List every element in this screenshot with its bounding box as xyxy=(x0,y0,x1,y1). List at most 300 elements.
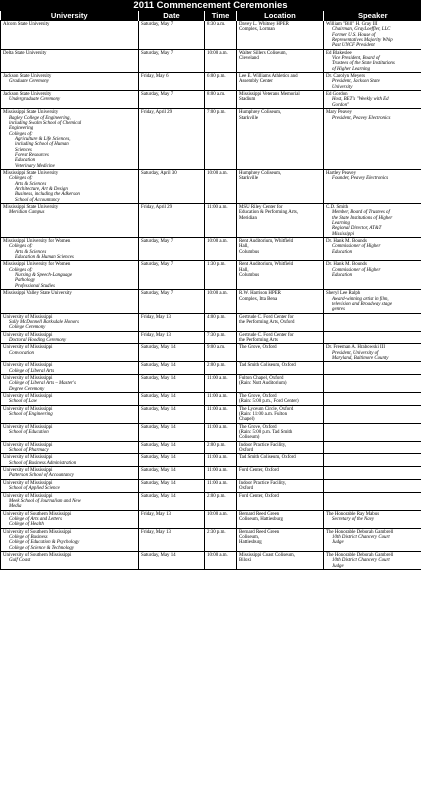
header-speaker: Speaker xyxy=(324,11,421,21)
university-name: Mississippi State University xyxy=(3,110,59,116)
location-line: Indoor Practice Facility, xyxy=(239,480,287,486)
university-cell xyxy=(1,441,139,454)
speaker-cell xyxy=(324,393,421,406)
university-subline: Gulf Coast xyxy=(9,558,31,564)
date-cell: Friday, May 13 xyxy=(139,528,205,551)
location-line: Coliseum) xyxy=(239,435,260,441)
time-cell: 7:00 p.m. xyxy=(205,109,237,170)
location-cell xyxy=(237,374,324,392)
university-subline: Bagley College of Engineering, xyxy=(9,115,71,121)
location-line: Hall, xyxy=(239,267,249,273)
speaker-role: Award-winning artist in film, xyxy=(332,296,389,302)
university-subline: Business, including the Adkerson xyxy=(15,192,80,198)
location-cell xyxy=(237,441,324,454)
speaker-role: Education xyxy=(332,273,353,279)
time-cell: 11:00 a.m. xyxy=(205,405,237,423)
speaker-role: Mississippi xyxy=(332,231,355,237)
university-subline: Sciences xyxy=(15,147,32,153)
university-subline: Media xyxy=(9,504,22,510)
date-cell: Saturday, May 7 xyxy=(139,238,205,261)
location-line: Indoor Practice Facility, xyxy=(239,442,287,448)
date-cell: Friday, May 6 xyxy=(139,73,205,91)
speaker-name: Sheryl Lee Ralph xyxy=(326,291,361,297)
speaker-name: Dr. Carolyn Meyers xyxy=(326,74,365,80)
location-line: Davey L. Whitney HPER xyxy=(239,22,289,27)
location-line: The Grove, Oxford xyxy=(239,424,277,430)
time-cell: 11:00 a.m. xyxy=(205,423,237,441)
university-cell xyxy=(1,290,139,313)
time-cell: 10:00 a.m. xyxy=(205,290,237,313)
table-row xyxy=(1,393,421,406)
table-row xyxy=(1,362,421,375)
speaker-name: Ed Blakeslee xyxy=(326,50,352,56)
location-line: Rent Auditorium, Whitfield xyxy=(239,262,294,268)
location-cell xyxy=(237,423,324,441)
location-line: Gertrude C. Ford Center for xyxy=(239,332,294,338)
speaker-name: Dr. Freeman A. Hrabowski III xyxy=(326,345,385,351)
university-name: University of Southern Mississippi xyxy=(3,529,72,535)
table-row xyxy=(1,467,421,480)
location-line: Education & Performing Arts, xyxy=(239,210,298,216)
date-cell: Saturday, May 7 xyxy=(139,290,205,313)
location-line: Ford Center, Oxford xyxy=(239,493,279,499)
date-cell: Saturday, May 14 xyxy=(139,551,205,569)
speaker-role: Chairman, GrayLoeffler, LLC xyxy=(332,27,391,33)
table-row xyxy=(1,261,421,290)
date-cell: Saturday, May 14 xyxy=(139,467,205,480)
location-line: (Rain: 5:00 p.m., Ford Center) xyxy=(239,399,299,405)
university-subline: Arts & Sciences xyxy=(15,249,47,255)
table-body xyxy=(1,21,421,570)
university-name: University of Southern Mississippi xyxy=(3,511,72,517)
location-line: Tad Smith Coliseum, Oxford xyxy=(239,363,296,369)
university-name: University of Mississippi xyxy=(3,480,53,486)
university-subline: Graduate Ceremony xyxy=(9,79,49,85)
date-cell: Saturday, May 14 xyxy=(139,362,205,375)
university-subline: Education xyxy=(15,158,36,164)
time-cell: 10:00 a.m. xyxy=(205,551,237,569)
university-cell xyxy=(1,423,139,441)
date-cell: Saturday, May 7 xyxy=(139,21,205,50)
location-line: Biloxi xyxy=(239,558,252,564)
location-cell xyxy=(237,21,324,50)
date-cell: Friday, May 13 xyxy=(139,313,205,331)
location-line: Meridian xyxy=(239,215,257,221)
time-cell: 1:30 p.m. xyxy=(205,261,237,290)
university-subline: Convocation xyxy=(9,350,34,356)
time-cell: 10:00 a.m. xyxy=(205,169,237,203)
location-line: Oxford xyxy=(239,448,254,454)
time-cell: 6:00 p.m. xyxy=(205,73,237,91)
speaker-cell xyxy=(324,454,421,467)
location-cell xyxy=(237,109,324,170)
university-subline: Sally McDonnell Barksdale Honors xyxy=(9,319,79,325)
university-name: University of Mississippi xyxy=(3,493,53,499)
location-line: Hattiesburg xyxy=(239,540,262,546)
date-cell: Friday, April 29 xyxy=(139,109,205,170)
location-line: Walter Sillers Coliseum, xyxy=(239,50,287,56)
university-subline: School of Applied Science xyxy=(9,486,60,492)
time-cell: 9:00 a.m. xyxy=(205,344,237,362)
university-subline: Degree Ceremony xyxy=(9,386,45,392)
table-row xyxy=(1,169,421,203)
university-cell xyxy=(1,109,139,170)
university-cell xyxy=(1,492,139,510)
time-cell: 11:00 a.m. xyxy=(205,204,237,238)
university-subline: Colleges of: xyxy=(9,176,33,182)
university-name: University of Mississippi xyxy=(3,363,53,369)
location-line: (Rain: 11:00 a.m. Fulton xyxy=(239,412,288,418)
speaker-cell xyxy=(324,204,421,238)
table-row xyxy=(1,528,421,551)
university-name: University of Mississippi xyxy=(3,332,53,338)
university-name: University of Mississippi xyxy=(3,442,53,448)
location-line: MSU Riley Center for xyxy=(239,205,283,210)
speaker-role: of Higher Learning xyxy=(332,66,371,72)
time-cell: 10:00 a.m. xyxy=(205,238,237,261)
location-cell xyxy=(237,467,324,480)
location-line: Ford Center, Oxford xyxy=(239,468,279,474)
university-subline: Meek School of Journalism and New xyxy=(9,498,81,504)
university-subline: College of Liberal Arts xyxy=(9,368,55,374)
speaker-cell xyxy=(324,91,421,109)
location-line: Fulton Chapel, Oxford xyxy=(239,375,284,381)
date-cell: Saturday, May 14 xyxy=(139,374,205,392)
university-subline: School of Education xyxy=(9,430,49,436)
location-line: Columbus xyxy=(239,273,260,279)
speaker-name: The Honorable Deborah Gambrell xyxy=(326,529,394,535)
table-row xyxy=(1,454,421,467)
speaker-role: television and Broadway stage xyxy=(332,301,392,307)
table-row xyxy=(1,290,421,313)
speaker-cell xyxy=(324,169,421,203)
location-line: (Rain: 5:00 p.m. Tad Smith xyxy=(239,430,293,436)
university-cell xyxy=(1,454,139,467)
university-subline: Pathology xyxy=(15,278,36,284)
location-cell xyxy=(237,492,324,510)
header-location: Location xyxy=(237,11,324,21)
date-cell: Saturday, May 14 xyxy=(139,479,205,492)
speaker-name: William "Bill" H. Gray III xyxy=(326,22,378,27)
speaker-cell xyxy=(324,479,421,492)
table-header-row xyxy=(1,11,421,21)
speaker-cell xyxy=(324,467,421,480)
speaker-cell xyxy=(324,423,421,441)
location-cell xyxy=(237,238,324,261)
university-subline: College of Business xyxy=(9,534,48,540)
university-cell xyxy=(1,169,139,203)
speaker-cell xyxy=(324,331,421,344)
location-line: Rent Auditorium, Whitfield xyxy=(239,239,294,245)
location-line: Bernard Reed Green xyxy=(239,511,280,517)
table-row xyxy=(1,73,421,91)
speaker-role: Judge xyxy=(332,540,344,546)
date-cell: Saturday, May 14 xyxy=(139,441,205,454)
university-name: University of Mississippi xyxy=(3,406,53,412)
university-name: Mississippi State University xyxy=(3,170,59,176)
time-cell: 11:00 a.m. xyxy=(205,467,237,480)
university-cell xyxy=(1,374,139,392)
header-time: Time xyxy=(205,11,237,21)
location-cell xyxy=(237,313,324,331)
university-subline: College Ceremony xyxy=(9,325,46,331)
university-name: Delta State University xyxy=(3,50,47,56)
university-subline: Undergraduate Ceremony xyxy=(9,97,61,103)
university-subline: School of Pharmacy xyxy=(9,448,49,454)
time-cell: 10:00 a.m. xyxy=(205,510,237,528)
location-cell xyxy=(237,393,324,406)
location-cell xyxy=(237,362,324,375)
time-cell: 7:30 p.m. xyxy=(205,331,237,344)
university-cell xyxy=(1,393,139,406)
university-subline: Professional Studies xyxy=(15,283,55,289)
table-row xyxy=(1,204,421,238)
university-cell xyxy=(1,21,139,50)
university-cell xyxy=(1,510,139,528)
location-line: Starkville xyxy=(239,176,259,182)
speaker-cell xyxy=(324,344,421,362)
speaker-cell xyxy=(324,313,421,331)
speaker-name: Ed Gordon xyxy=(326,92,348,98)
time-cell: 8:00 a.m. xyxy=(205,91,237,109)
date-cell: Friday, April 29 xyxy=(139,204,205,238)
time-cell: 11:00 a.m. xyxy=(205,374,237,392)
speaker-role: Secretary of the Navy xyxy=(332,516,375,522)
location-cell xyxy=(237,344,324,362)
speaker-name: Hartley Peavey xyxy=(326,170,357,176)
university-cell xyxy=(1,467,139,480)
location-cell xyxy=(237,261,324,290)
speaker-cell xyxy=(324,374,421,392)
university-subline: School of Business Administration xyxy=(9,460,77,466)
table-row xyxy=(1,91,421,109)
university-name: University of Mississippi xyxy=(3,455,53,461)
time-cell: 4:00 p.m. xyxy=(205,313,237,331)
speaker-cell xyxy=(324,261,421,290)
speaker-name: Dr. Hank M. Bounds xyxy=(326,239,367,245)
university-subline: Doctoral Hooding Ceremony xyxy=(9,337,67,343)
location-line: Stadium xyxy=(239,97,256,103)
location-cell xyxy=(237,73,324,91)
time-cell: 11:00 a.m. xyxy=(205,454,237,467)
location-cell xyxy=(237,49,324,72)
university-cell xyxy=(1,362,139,375)
speaker-role: Representatives Majority Whip xyxy=(332,38,393,44)
speaker-cell xyxy=(324,109,421,170)
time-cell: 11:00 a.m. xyxy=(205,393,237,406)
university-subline: Colleges of: xyxy=(9,131,33,137)
speaker-role: University xyxy=(332,84,353,90)
header-date: Date xyxy=(139,11,205,21)
university-subline: Meridian Campus xyxy=(9,210,45,216)
speaker-role: Gordon" xyxy=(332,102,350,108)
speaker-role: Trustees of the State Institutions xyxy=(332,61,395,67)
location-cell xyxy=(237,169,324,203)
university-subline: School of Accountancy xyxy=(15,197,60,203)
location-line: Humphrey Coliseum, xyxy=(239,110,282,116)
speaker-cell xyxy=(324,441,421,454)
speaker-cell xyxy=(324,528,421,551)
university-name: Mississippi State University xyxy=(3,205,59,210)
location-line: The Grove, Oxford xyxy=(239,345,277,351)
university-cell xyxy=(1,479,139,492)
university-subline: Colleges of: xyxy=(9,244,33,250)
university-name: Mississippi Valley State University xyxy=(3,291,72,297)
location-cell xyxy=(237,331,324,344)
university-subline: School of Law xyxy=(9,399,37,405)
date-cell: Saturday, May 14 xyxy=(139,454,205,467)
table-row xyxy=(1,405,421,423)
table-row xyxy=(1,510,421,528)
speaker-role: the State Institutions of Higher xyxy=(332,215,393,221)
time-cell: 8:30 a.m. xyxy=(205,21,237,50)
date-cell: Saturday, May 14 xyxy=(139,492,205,510)
time-cell: 10:00 a.m. xyxy=(205,49,237,72)
university-subline: Veterinary Medicine xyxy=(15,163,55,169)
date-cell: Saturday, May 7 xyxy=(139,91,205,109)
table-row xyxy=(1,331,421,344)
date-cell: Saturday, May 14 xyxy=(139,423,205,441)
speaker-cell xyxy=(324,362,421,375)
university-name: University of Mississippi xyxy=(3,375,53,381)
university-cell xyxy=(1,91,139,109)
university-subline: Forest Resources xyxy=(15,152,49,158)
location-cell xyxy=(237,479,324,492)
university-cell xyxy=(1,551,139,569)
university-name: University of Mississippi xyxy=(3,468,53,474)
university-subline: Education & Human Sciences xyxy=(15,255,74,261)
speaker-role: Learning xyxy=(332,221,350,227)
location-line: The Grove, Oxford xyxy=(239,394,277,399)
location-cell xyxy=(237,204,324,238)
date-cell: Friday, May 13 xyxy=(139,510,205,528)
university-subline: Architecture, Art & Design xyxy=(15,186,68,192)
location-line: Complex, Itta Bena xyxy=(239,296,278,302)
speaker-cell xyxy=(324,510,421,528)
time-cell: 2:00 p.m. xyxy=(205,362,237,375)
speaker-role: Member, Board of Trustees of xyxy=(332,210,390,216)
location-line: Coliseum, xyxy=(239,534,259,540)
location-line: Complex, Lorman xyxy=(239,27,275,33)
date-cell: Friday, May 13 xyxy=(139,331,205,344)
table-row xyxy=(1,423,421,441)
table-row xyxy=(1,238,421,261)
header-university: University xyxy=(1,11,139,21)
table-row xyxy=(1,49,421,72)
university-subline: School of Engineering xyxy=(9,412,53,418)
location-line: Mississippi Veterans Memorial xyxy=(239,92,300,98)
university-cell xyxy=(1,238,139,261)
speaker-cell xyxy=(324,405,421,423)
speaker-cell xyxy=(324,21,421,50)
university-subline: Agriculture & Life Sciences, xyxy=(15,136,71,142)
location-line: Oxford xyxy=(239,486,254,492)
location-line: Chapel) xyxy=(239,417,255,423)
page-title: 2011 Commencement Ceremonies xyxy=(0,0,421,11)
speaker-name: Mary Peavey xyxy=(326,110,352,116)
university-cell xyxy=(1,204,139,238)
time-cell: 2:30 p.m. xyxy=(205,528,237,551)
location-line: R.W. Harrison HPER xyxy=(239,291,281,297)
speaker-role: President, University of xyxy=(332,350,379,356)
location-line: (Rain: Nutt Auditorium) xyxy=(239,381,287,387)
university-subline: College of Arts and Letters xyxy=(9,516,62,522)
university-subline: Patterson School of Accountancy xyxy=(9,473,74,479)
university-name: University of Mississippi xyxy=(3,314,53,320)
speaker-name: Dr. Hank M. Bounds xyxy=(326,262,367,268)
university-subline: Nursing & Speech-Language xyxy=(15,273,73,279)
speaker-role: 10th District Chancery Court xyxy=(332,558,390,564)
university-subline: College of Health xyxy=(9,522,44,528)
location-cell xyxy=(237,454,324,467)
location-line: Bernard Reed Green xyxy=(239,529,280,535)
university-name: Jackson State University xyxy=(3,74,52,80)
university-subline: College of Liberal Arts – Master's xyxy=(9,381,76,387)
university-cell xyxy=(1,528,139,551)
location-line: Assembly Center xyxy=(239,79,273,85)
speaker-role: Education xyxy=(332,249,353,255)
speaker-cell xyxy=(324,238,421,261)
university-cell xyxy=(1,261,139,290)
location-line: Columbus xyxy=(239,249,260,255)
speaker-role: 10th District Chancery Court xyxy=(332,534,390,540)
speaker-role: Maryland, Baltimore County xyxy=(332,355,389,361)
table-row xyxy=(1,313,421,331)
university-cell xyxy=(1,331,139,344)
speaker-role: Commissioner of Higher xyxy=(332,267,381,273)
speaker-role: genres xyxy=(332,307,345,313)
location-line: the Performing Arts xyxy=(239,337,278,343)
university-cell xyxy=(1,313,139,331)
speaker-cell xyxy=(324,290,421,313)
location-cell xyxy=(237,405,324,423)
speaker-cell xyxy=(324,73,421,91)
university-subline: College of Science & Technology xyxy=(9,545,75,551)
speaker-role: Judge xyxy=(332,563,344,569)
speaker-role: Host, BET's "Weekly with Ed xyxy=(332,97,389,103)
university-subline: College of Education & Psychology xyxy=(9,540,80,546)
speaker-role: President, Peavey Electronics xyxy=(332,115,391,121)
university-subline: Arts & Sciences xyxy=(15,181,47,187)
university-subline: including School of Human xyxy=(15,142,69,148)
university-subline: Colleges of: xyxy=(9,267,33,273)
table-row xyxy=(1,492,421,510)
table-row xyxy=(1,344,421,362)
speaker-role: Former U.S. House of xyxy=(332,32,376,38)
ceremonies-table xyxy=(0,11,421,570)
university-subline: Engineering xyxy=(9,126,34,132)
location-line: Starkville xyxy=(239,115,259,121)
location-cell xyxy=(237,510,324,528)
date-cell: Saturday, April 30 xyxy=(139,169,205,203)
speaker-cell xyxy=(324,551,421,569)
location-cell xyxy=(237,528,324,551)
date-cell: Saturday, May 7 xyxy=(139,49,205,72)
university-name: University of Southern Mississippi xyxy=(3,552,72,558)
speaker-role: Past UNCF President xyxy=(332,43,375,49)
location-line: Hall, xyxy=(239,244,249,250)
time-cell: 2:00 p.m. xyxy=(205,441,237,454)
location-line: Mississippi Coast Coliseum, xyxy=(239,552,295,558)
time-cell: 11:00 a.m. xyxy=(205,479,237,492)
location-line: the Performing Arts, Oxford xyxy=(239,319,295,325)
table-row xyxy=(1,374,421,392)
university-name: Mississippi University for Women xyxy=(3,239,71,245)
speaker-name: C.D. Smith xyxy=(326,205,349,210)
speaker-role: President, Jackson State xyxy=(332,79,380,85)
date-cell: Saturday, May 14 xyxy=(139,405,205,423)
university-cell xyxy=(1,344,139,362)
